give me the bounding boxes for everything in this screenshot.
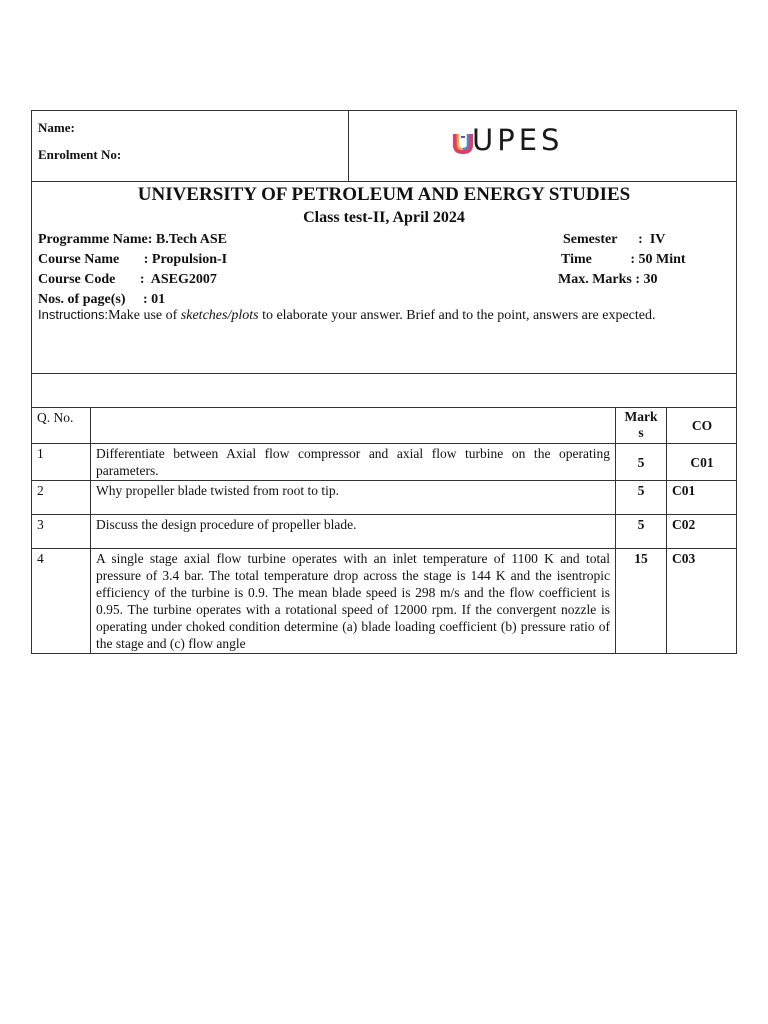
course-code: Course Code : ASEG2007 — [38, 272, 217, 287]
marks-cell: 15 — [616, 549, 667, 654]
instructions — [38, 307, 655, 324]
marks-cell: 5 — [616, 444, 667, 481]
qno-cell: 4 — [32, 549, 91, 654]
exam-header — [32, 182, 736, 374]
question-cell: Differentiate between Axial flow compressor and axial flow turbine on the operating parameters. — [91, 444, 616, 481]
question-cell: Discuss the design procedure of propeller blade. — [91, 515, 616, 549]
instructions-italic: sketches/plots — [180, 308, 259, 323]
student-details-cell — [32, 111, 349, 181]
semester: Semester : IV — [563, 232, 666, 247]
table-row — [32, 515, 737, 549]
exam-paper — [31, 110, 737, 654]
qno-cell: 1 — [32, 444, 91, 481]
question-header — [91, 408, 616, 444]
student-details-row — [32, 111, 736, 182]
marks-cell: 5 — [616, 515, 667, 549]
programme-name: Programme Name: B.Tech ASE — [38, 232, 227, 247]
co-cell: C02 — [667, 515, 738, 549]
question-cell: A single stage axial flow turbine operates with an inlet temperature of 1100 K and total pressure of 3.4 bar. The total temperature drop across the stage is 144 K and the isentropic efficiency of the turbine is 0.9. The mean blade speed is 298 m/s and the flow coefficient is 0.95. The turbine operates with a rotational speed of 12000 rpm. If the convergent nozzle is operating under choked condition determine (a) blade loading coefficient (b) pressure ratio of the stage and (c) flow angle — [91, 549, 616, 654]
marks-header: Mark s — [616, 408, 667, 444]
co-cell: C03 — [667, 549, 738, 654]
co-header: CO — [667, 408, 738, 444]
course-name: Course Name : Propulsion-I — [38, 252, 228, 267]
university-title: UNIVERSITY OF PETROLEUM AND ENERGY STUDIES — [137, 184, 631, 205]
instructions-text-end: to elaborate your answer. Brief and to the point, answers are expected. — [258, 308, 656, 323]
question-cell: Why propeller blade twisted from root to tip. — [91, 481, 616, 515]
upes-logo-icon — [452, 131, 474, 155]
upes-logo — [452, 123, 572, 161]
questions-table — [32, 408, 737, 653]
upes-logo-text: UPES — [472, 123, 564, 157]
table-header-row — [32, 408, 737, 444]
qno-cell: 3 — [32, 515, 91, 549]
qno-header: Q. No. — [32, 408, 91, 444]
co-cell: C01 — [667, 444, 738, 481]
time: Time : 50 Mint — [561, 252, 686, 267]
table-row — [32, 549, 737, 654]
instructions-text: Make use of — [108, 308, 181, 323]
test-title: Class test-II, April 2024 — [303, 209, 465, 226]
co-cell: C01 — [667, 481, 738, 515]
qno-cell: 2 — [32, 481, 91, 515]
name-label: Name: — [38, 120, 75, 135]
max-marks: Max. Marks : 30 — [558, 272, 658, 287]
enrolment-label: Enrolment No: — [38, 147, 122, 162]
table-row — [32, 481, 737, 515]
instructions-label: Instructions: — [38, 307, 109, 322]
blank-row — [32, 374, 736, 408]
pages-count: Nos. of page(s) : 01 — [38, 292, 166, 307]
marks-cell: 5 — [616, 481, 667, 515]
table-row — [32, 444, 737, 481]
